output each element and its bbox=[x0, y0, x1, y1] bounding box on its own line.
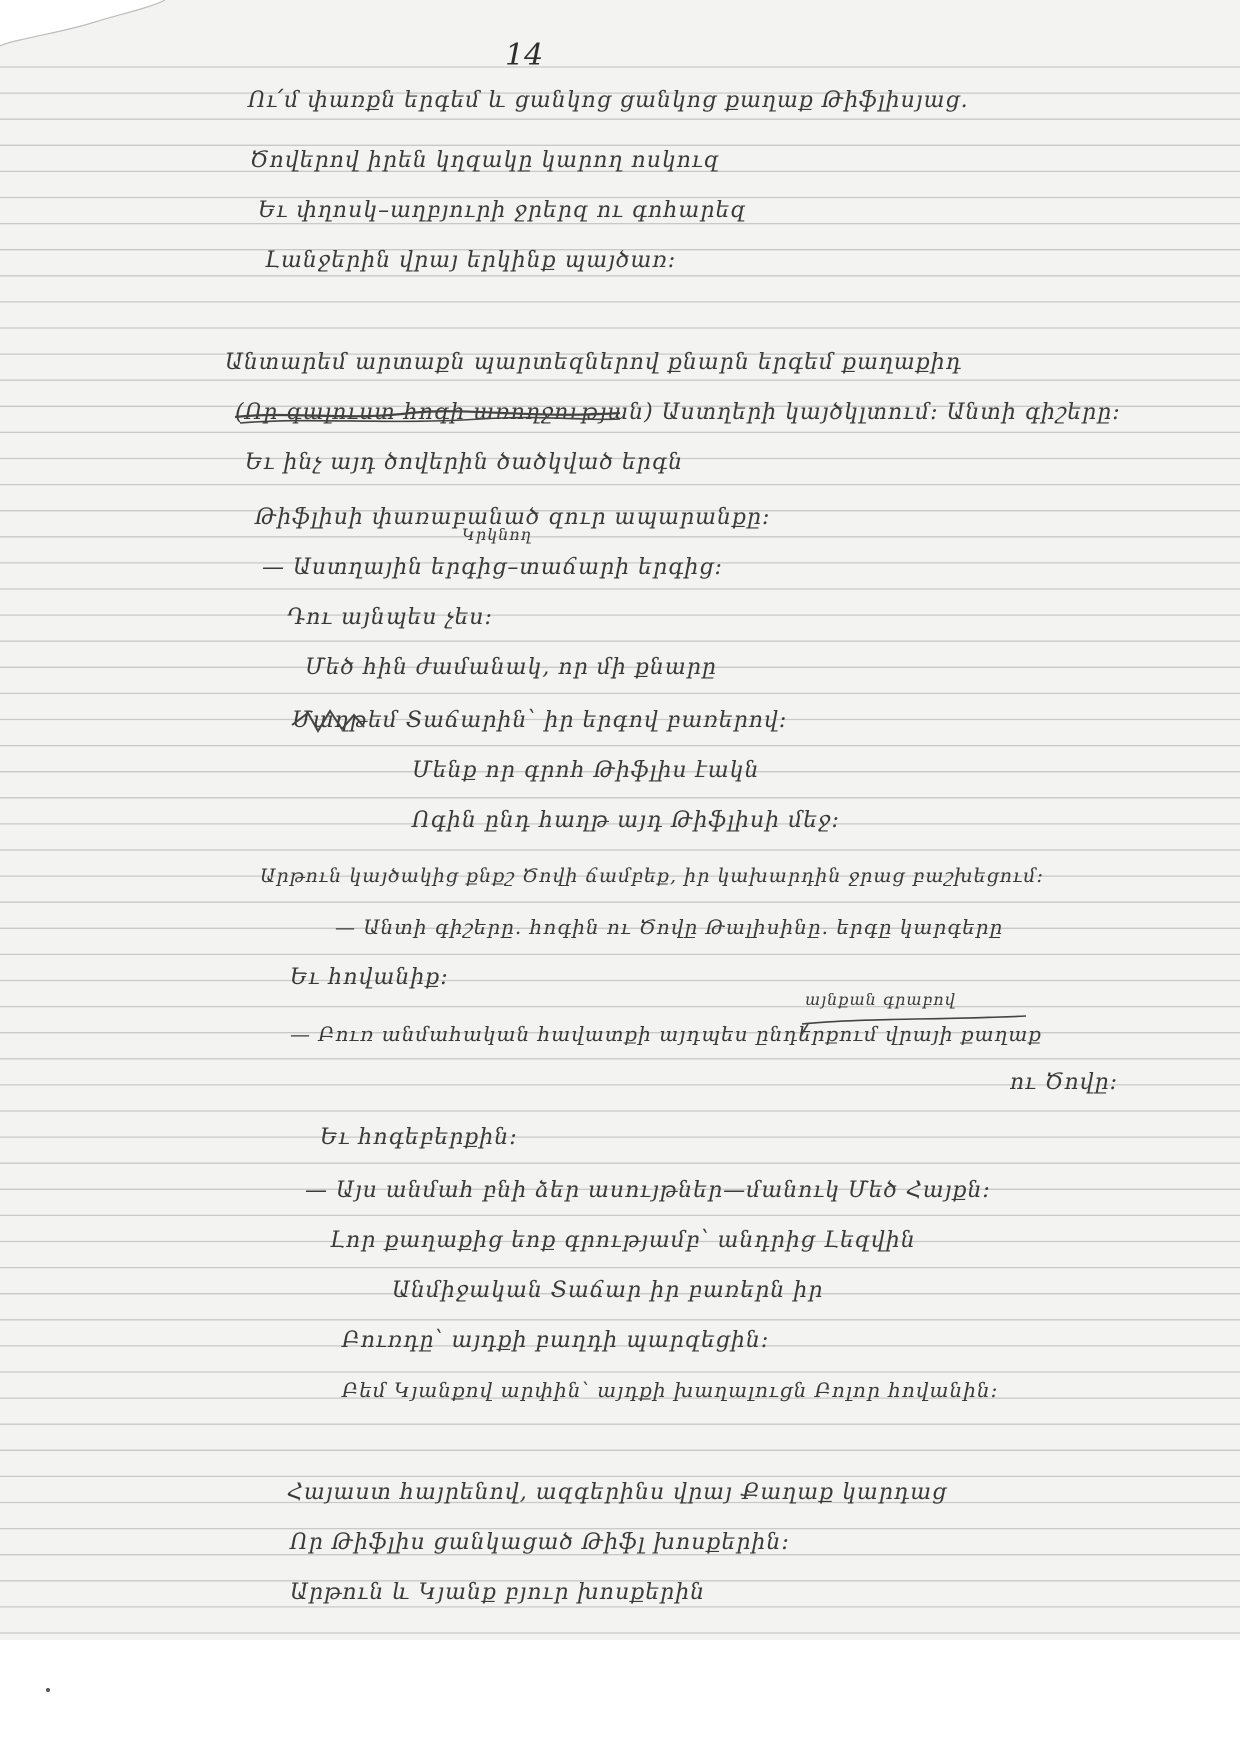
stanza-2-line-4: Թիֆլիսի փառաբանած զուր ապարանքը։ bbox=[255, 505, 771, 530]
stanza-1-line-3: Եւ փղոսկ–աղբյուրի ջրերզ ու գոհարեզ bbox=[258, 198, 747, 223]
stanza-2-line-6: Դու այնպես չես։ bbox=[287, 605, 493, 630]
stanza-3-line-6: Բեմ Կյանքով արփին՝ այդքի խաղալուցն Բոլոր հովանին։ bbox=[342, 1378, 999, 1402]
stanza-1-line-2: Ծովերով իրեն կղզակը կարող ոսկուզ bbox=[250, 148, 720, 173]
stanza-2-line-8: Մաղթեմ Տաճարին՝ իր երգով բառերով։ bbox=[292, 708, 788, 733]
stanza-3-line-2: — Այս անմահ բնի ձեր ասույթներ—մանուկ Մեծ Հայքն։ bbox=[305, 1178, 991, 1203]
stanza-2-line-10: Ոգին ընդ հաղթ այդ Թիֆլիսի մեջ։ bbox=[412, 808, 840, 833]
margin-note: այնքան գրաբով bbox=[805, 990, 956, 1009]
stanza-2-line-7: Մեծ հին ժամանակ, որ մի քնարը bbox=[305, 655, 717, 680]
stanza-4-line-3: Արթուն և Կյանք բյուր խոսքերին bbox=[290, 1580, 706, 1605]
stanza-2-line-2: (Որ գալուստ հոգի առողջության) Աստղերի կայծկլտում։ Անտի գիշերը։ bbox=[235, 400, 1121, 425]
stanza-2-line-11: Արթուն կայծակից քնքշ Ծովի ճամբեք, իր կախարդին ջրաց բաշխեցում։ bbox=[260, 865, 1044, 887]
stanza-2-line-9: Մենք որ գրոհ Թիֆլիս էակն bbox=[412, 758, 760, 783]
scan-speck bbox=[46, 1688, 50, 1692]
stanza-1-line-4: Լանջերին վրայ երկինք պայծառ։ bbox=[265, 248, 677, 273]
stanza-2-line-5: — Աստղային երգից–տաճարի երգից։ bbox=[262, 555, 723, 580]
insertion-mark bbox=[800, 1010, 1030, 1040]
scribble-mark bbox=[288, 705, 368, 741]
stanza-3-line-5: Բուռդը՝ այդքի բաղդի պարզեցին։ bbox=[342, 1328, 770, 1353]
stanza-2-line-1: Անտարեմ արտաքն պարտեզներով քնարն երգեմ քաղաքիդ bbox=[225, 350, 963, 375]
stanza-3-line-3: Լոր քաղաքից եոք գրությամբ՝ անդրից Լեզվին bbox=[330, 1228, 916, 1253]
stanza-3-line-4: Անմիջական Տաճար իր բառերն իր bbox=[392, 1278, 824, 1303]
stanza-4-line-1: Հայաստ հայրենով, ազգերինս վրայ Քաղաք կարդաց bbox=[287, 1480, 948, 1505]
stanza-2-line-14: — Բուռ անմահական հավատքի այդպես ընդերքում վրայի քաղաք bbox=[290, 1022, 1043, 1046]
stanza-3-line-1: Եւ հոգեբերքին։ bbox=[320, 1125, 518, 1150]
strikethrough-mark bbox=[230, 395, 630, 435]
stanza-2-line-15: ու Ծովը։ bbox=[1010, 1070, 1119, 1095]
torn-corner bbox=[0, 0, 1240, 60]
stanza-1-line-1: Ու՛մ փառքն երգեմ և ցանկոց ցանկոց քաղաք Թիֆլիսյաց. bbox=[248, 88, 969, 113]
stanza-2-line-13: Եւ հովանիք։ bbox=[290, 965, 449, 990]
stanza-2-line-12: — Անտի գիշերը. հոգին ու Ծովը Թալիսինը. երգը կարգերը bbox=[335, 915, 1004, 939]
stanza-2-line-3: Եւ ինչ այդ ծովերին ծածկված երգն bbox=[245, 450, 684, 475]
stanza-4-line-2: Որ Թիֆլիս ցանկացած Թիֆլ խոսքերին։ bbox=[290, 1530, 790, 1555]
interlinear-note: Կրկնող bbox=[462, 525, 532, 544]
page-number: 14 bbox=[505, 38, 544, 73]
